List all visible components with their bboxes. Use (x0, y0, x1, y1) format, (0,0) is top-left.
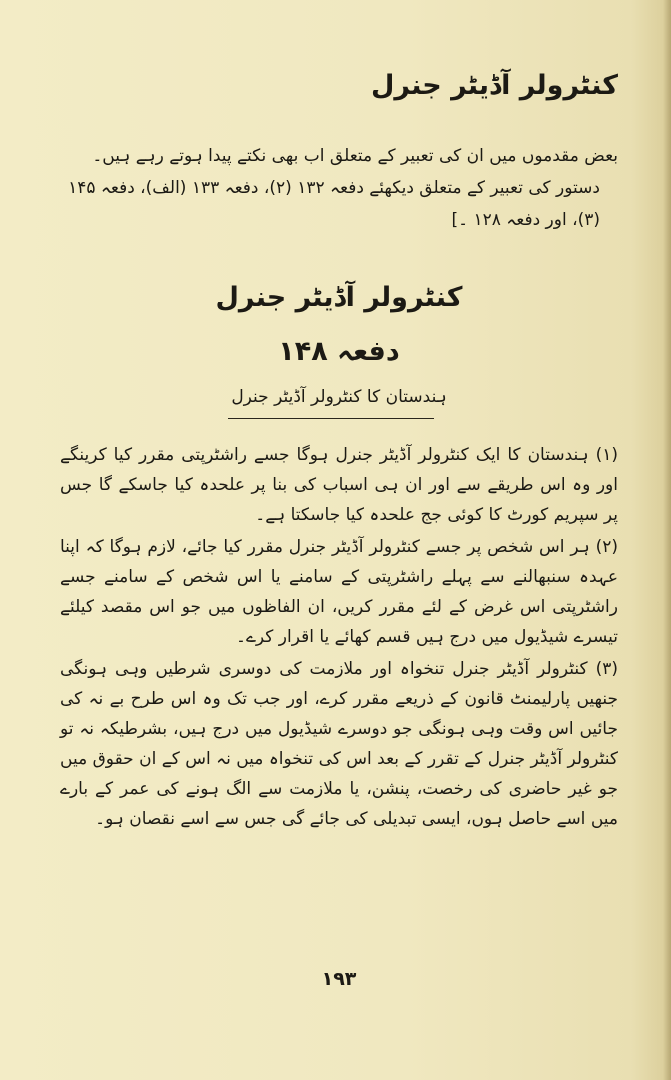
page-number: ۱۹۳ (321, 968, 357, 990)
clause-2: (۲) ہر اس شخص پر جسے کنٹرولر آڈیٹر جنرل مقرر کیا جائے، لازم ہوگا کہ اپنا عہدہ سنبھالنے سے پہلے راشٹرپتی کے سامنے یا اس شخص کے سامنے جسے راشٹرپتی اس غرض کے لئے مقرر کریں، ان الفاظوں میں جو اس مقصد کیلئے تیسرے شیڈیول میں درج ہیں قسم کھائے یا اقرار کرے۔ (60, 537, 618, 647)
section-body (60, 440, 618, 834)
subtitle-underline (228, 418, 434, 419)
page-edge-shadow (663, 0, 671, 1080)
intro-text (60, 140, 618, 236)
intro-line: بعض مقدموں میں ان کی تعبیر کے متعلق اب بھی نکتے پیدا ہوتے رہے ہیں۔ (92, 146, 618, 166)
section-title: کنٹرولر آڈیٹر جنرل (215, 282, 463, 313)
section-number: دفعہ ۱۴۸ (278, 336, 400, 367)
section-subtitle-wrap (60, 386, 618, 413)
section-subtitle: ہندستان کا کنٹرولر آڈیٹر جنرل (231, 387, 447, 407)
running-head: کنٹرولر آڈیٹر جنرل (371, 70, 618, 101)
clause-1: (۱) ہندستان کا ایک کنٹرولر آڈیٹر جنرل ہوگا جسے راشٹرپتی مقرر کیا کرینگے اور وہ اس طریقے سے اور ان ہی اسباب کی بنا پر علحدہ کیا جاسکے گا جس پر سپریم کورٹ کا کوئی جج علحدہ کیا جاسکتا ہے۔ (60, 445, 618, 525)
clause-3: (۳) کنٹرولر آڈیٹر جنرل تنخواہ اور ملازمت کی دوسری شرطیں وہی ہونگی جنھیں پارلیمنٹ قانون کے ذریعے مقرر کرے، اور جب تک وہ اس طرح بے نہ کی جائیں اس وقت وہی ہونگی جو دوسرے شیڈیول میں درج ہیں، بشرطیکہ نہ تو کنٹرولر آڈیٹر جنرل کے تقرر کے بعد اس کی تنخواہ میں نہ اس کے ان حقوق میں جو غیر حاضری کی رخصت، پنشن، یا ملازمت سے الگ ہونے کی عمر کے بارے میں اسے حاصل ہوں، ایسی تبدیلی کی جائے گی جس سے اسے نقصان ہو۔ (60, 659, 618, 829)
intro-line-reference: دستور کی تعبیر کے متعلق دیکھئے دفعہ ۱۳۲ (۲)، دفعہ ۱۳۳ (الف)، دفعہ ۱۴۵ (۳)، اور دفعہ ۱۲۸ ۔] (68, 178, 600, 230)
